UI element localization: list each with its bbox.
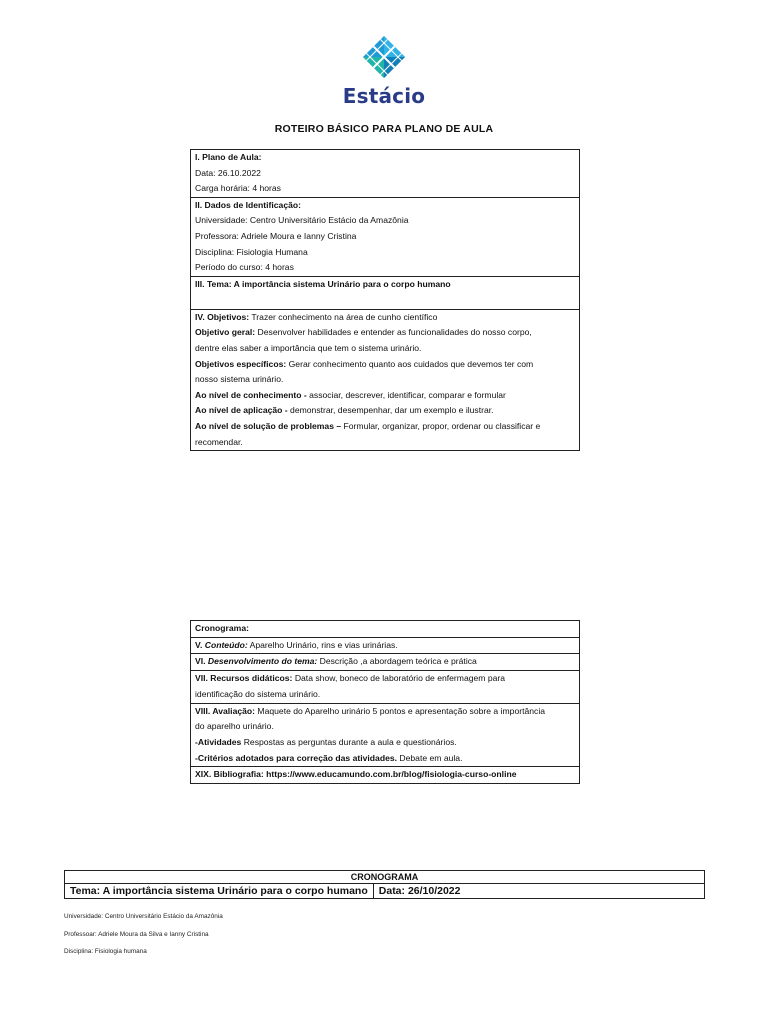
plano-data: Data: 26.10.2022 xyxy=(195,167,261,178)
objetivo-geral-label: Objetivo geral: xyxy=(195,327,256,338)
objetivo-geral-text: Desenvolver habilidades e entender as funcionalidades do nosso corpo, xyxy=(255,327,532,338)
identificacao-periodo: Período do curso: 4 horas xyxy=(195,262,294,273)
footer-disciplina: Disciplina: Fisiologia humana xyxy=(64,948,147,955)
atividades-label: -Atividades xyxy=(195,736,242,747)
conteudo-number: V. xyxy=(195,639,203,650)
objetivos-especificos-text: Gerar conhecimento quanto aos cuidados que devemos ter com xyxy=(286,358,534,369)
nivel-conhecimento-text: associar, descrever, identificar, comparar e formular xyxy=(306,389,506,400)
criterios-label: -Critérios adotados para correção das atividades. xyxy=(195,752,398,763)
section-identificacao xyxy=(191,197,579,276)
identificacao-disciplina: Disciplina: Fisiologia Humana xyxy=(195,246,308,257)
cronograma-title: CRONOGRAMA xyxy=(65,871,704,884)
cronograma-heading: Cronograma: xyxy=(195,623,249,633)
plano-heading: I. Plano de Aula: xyxy=(195,152,262,162)
cronograma-data: Data: 26/10/2022 xyxy=(378,885,461,897)
objetivos-label: IV. Objetivos: xyxy=(195,311,250,322)
avaliacao-text: Maquete do Aparelho urinário 5 pontos e apresentação sobre a importância xyxy=(255,705,546,716)
criterios-text: Debate em aula. xyxy=(397,752,463,763)
avaliacao-label: VIII. Avaliação: xyxy=(195,705,256,716)
avaliacao-text-cont: do aparelho urinário. xyxy=(195,721,274,732)
conteudo-row xyxy=(191,637,579,654)
schedule-table xyxy=(190,620,580,784)
desenvolvimento-number: VI. xyxy=(195,656,206,667)
desenvolvimento-label: Desenvolvimento do tema: xyxy=(207,656,318,667)
objetivo-geral-text-cont: dentre elas saber a importância que tem o sistema urinário. xyxy=(195,342,422,353)
conteudo-label: Conteúdo: xyxy=(204,639,248,650)
section-objetivos xyxy=(191,309,579,450)
nivel-solucao-label: Ao nível de solução de problemas – xyxy=(195,420,342,431)
cronograma-row xyxy=(65,884,704,898)
desenvolvimento-text: Descrição ,a abordagem teórica e prática xyxy=(317,656,477,667)
avaliacao-row xyxy=(191,703,579,767)
recursos-row xyxy=(191,670,579,702)
objetivos-especificos-text-cont: nosso sistema urinário. xyxy=(195,374,284,385)
tema-heading: III. Tema: A importância sistema Urinário para o corpo humano xyxy=(195,278,451,289)
nivel-solucao-text: Formular, organizar, propor, ordenar ou classificar e xyxy=(341,420,541,431)
section-tema xyxy=(191,276,579,309)
identificacao-universidade: Universidade: Centro Universitário Estácio da Amazônia xyxy=(195,215,409,226)
nivel-aplicacao-text: demonstrar, desempenhar, dar um exemplo e ilustrar. xyxy=(287,405,494,416)
estacio-diamond-icon xyxy=(337,33,431,83)
recursos-label: VII. Recursos didáticos: xyxy=(195,673,293,684)
bibliografia-text: XIX. Bibliografia: https://www.educamundo.com.br/blog/fisiologia-curso-online xyxy=(195,769,517,780)
section-plano xyxy=(191,150,579,197)
footer-professora: Professoar: Adriele Moura da Silva e Ianny Cristina xyxy=(64,931,209,938)
objetivos-especificos-label: Objetivos específicos: xyxy=(195,358,287,369)
identificacao-heading: II. Dados de Identificação: xyxy=(195,199,302,210)
lesson-plan-table xyxy=(190,149,580,451)
nivel-conhecimento-label: Ao nível de conhecimento - xyxy=(195,389,307,400)
objetivos-text: Trazer conhecimento na área de cunho científico xyxy=(249,311,438,322)
recursos-text-cont: identificação do sistema urinário. xyxy=(195,688,321,699)
atividades-text: Respostas as perguntas durante a aula e questionários. xyxy=(241,736,457,747)
cronograma-tema: Tema: A importância sistema Urinário para o corpo humano xyxy=(65,884,374,898)
document-title: ROTEIRO BÁSICO PARA PLANO DE AULA xyxy=(274,123,494,135)
recursos-text: Data show, boneco de laboratório de enfermagem para xyxy=(292,673,506,684)
schedule-heading-row xyxy=(191,621,579,637)
cronograma-table xyxy=(64,870,705,899)
nivel-aplicacao-label: Ao nível de aplicação - xyxy=(195,405,288,416)
desenvolvimento-row xyxy=(191,653,579,670)
logo-wordmark: Estácio xyxy=(342,84,426,108)
estacio-logo xyxy=(337,33,431,111)
identificacao-professora: Professora: Adriele Moura e Ianny Cristina xyxy=(195,230,357,241)
nivel-solucao-text-cont: recomendar. xyxy=(195,436,243,447)
bibliografia-row xyxy=(191,766,579,783)
plano-carga: Carga horária: 4 horas xyxy=(195,183,281,194)
footer-universidade: Universidade: Centro Universitário Estácio da Amazônia xyxy=(64,913,223,920)
conteudo-text: Aparelho Urinário, rins e vias urinárias. xyxy=(247,639,398,650)
